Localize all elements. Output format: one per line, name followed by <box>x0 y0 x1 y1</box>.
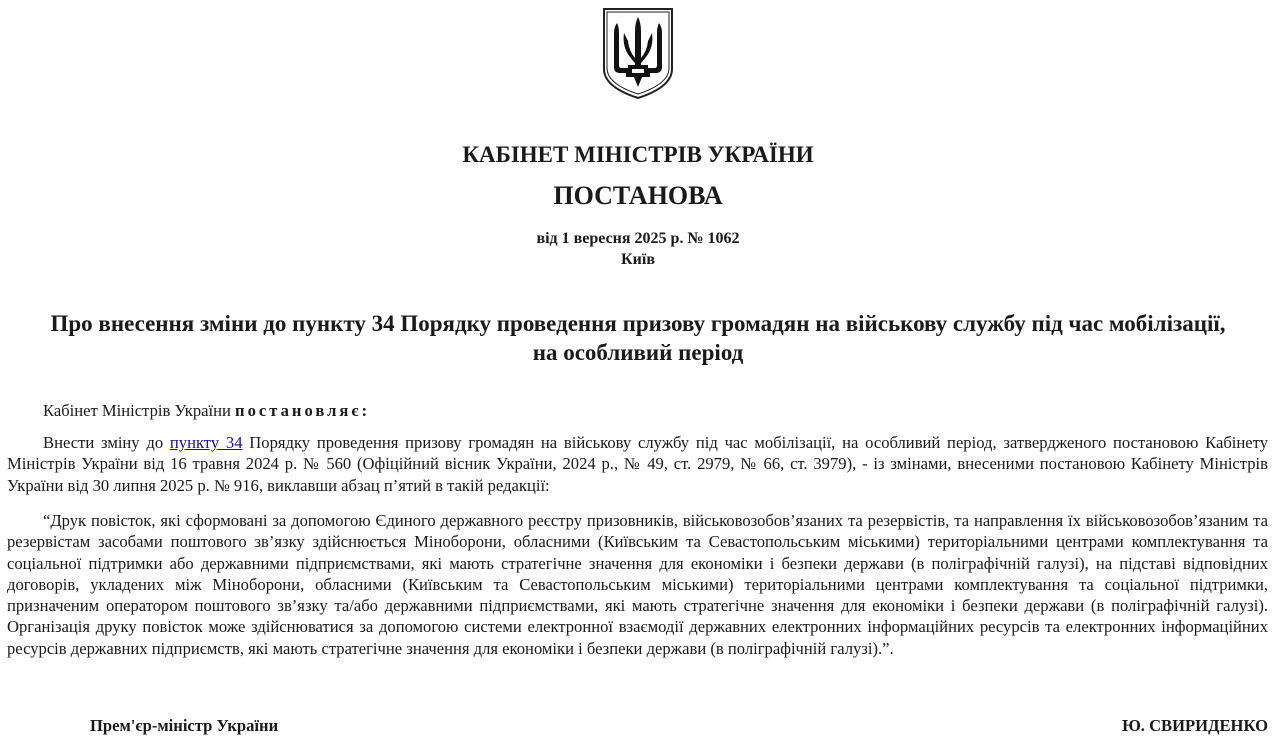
amendment-paragraph <box>7 432 1268 496</box>
resolution-preamble <box>7 400 1268 421</box>
document-date-number: від 1 вересня 2025 р. № 1062 <box>536 230 740 247</box>
resolves-keyword: постановляє: <box>235 401 371 420</box>
new-wording-paragraph: “Друк повісток, які сформовані за допомогою Єдиного державного реєстру призовників, військовозобов’язаних та резервістів, та направлення їх військовозобов’язаним та резервістам засобами поштового зв’язку здійснюється Міноборони, обласними (Київським та Севастопольським міськими) територіальними центрами комплектування та соціальної підтримки або державними підприємствами, які мають стратегічне значення для економіки і безпеки держави (в поліграфічній галузі), на підставі відповідних договорів, укладених між Міноборони, обласними (Київським та Севастопольським міськими) територіальними центрами комплектування та соціальної підтримки, призначеним оператором поштового зв’язку та/або державними підприємствами, які мають стратегічне значення для економіки і безпеки держави (в поліграфічній галузі). Організація друку повісток може здійснюватися за допомогою системи електронної взаємодії державних електронних інформаційних ресурсів та електронних інформаційних ресурсів державних підприємств, які мають стратегічне значення для економіки і безпеки держави (в поліграфічній галузі).”. <box>7 511 1268 658</box>
preamble-text: Кабінет Міністрів України <box>43 401 236 420</box>
signatory-position: Прем'єр-міністр України <box>90 716 279 735</box>
document-type-heading: ПОСТАНОВА <box>553 181 723 210</box>
coat-of-arms-icon <box>602 7 674 100</box>
point-34-link[interactable]: пункту 34 <box>169 433 243 452</box>
document-title: Про внесення зміни до пункту 34 Порядку проведення призову громадян на військову службу під час мобілізації, на особливий період <box>50 311 1226 365</box>
amendment-text-after: Порядку проведення призову громадян на військову службу під час мобілізації, на особливий період, затвердженого постановою Кабінету Міністрів України від 16 травня 2024 р. № 560 (Офіційний вісник України, 2024 р., № 49, ст. 2979, № 66, ст. 3979), - із змінами, внесеними постановою Кабінету Міністрів України від 30 липня 2025 р. № 916, виклавши абзац п’ятий в такій редакції: <box>7 433 1268 495</box>
signatory-name: Ю. СВИРИДЕНКО <box>1122 716 1268 735</box>
document-city: Київ <box>621 251 655 268</box>
amendment-text-before: Внести зміну до <box>43 433 170 452</box>
organization-heading: КАБІНЕТ МІНІСТРІВ УКРАЇНИ <box>462 142 814 167</box>
